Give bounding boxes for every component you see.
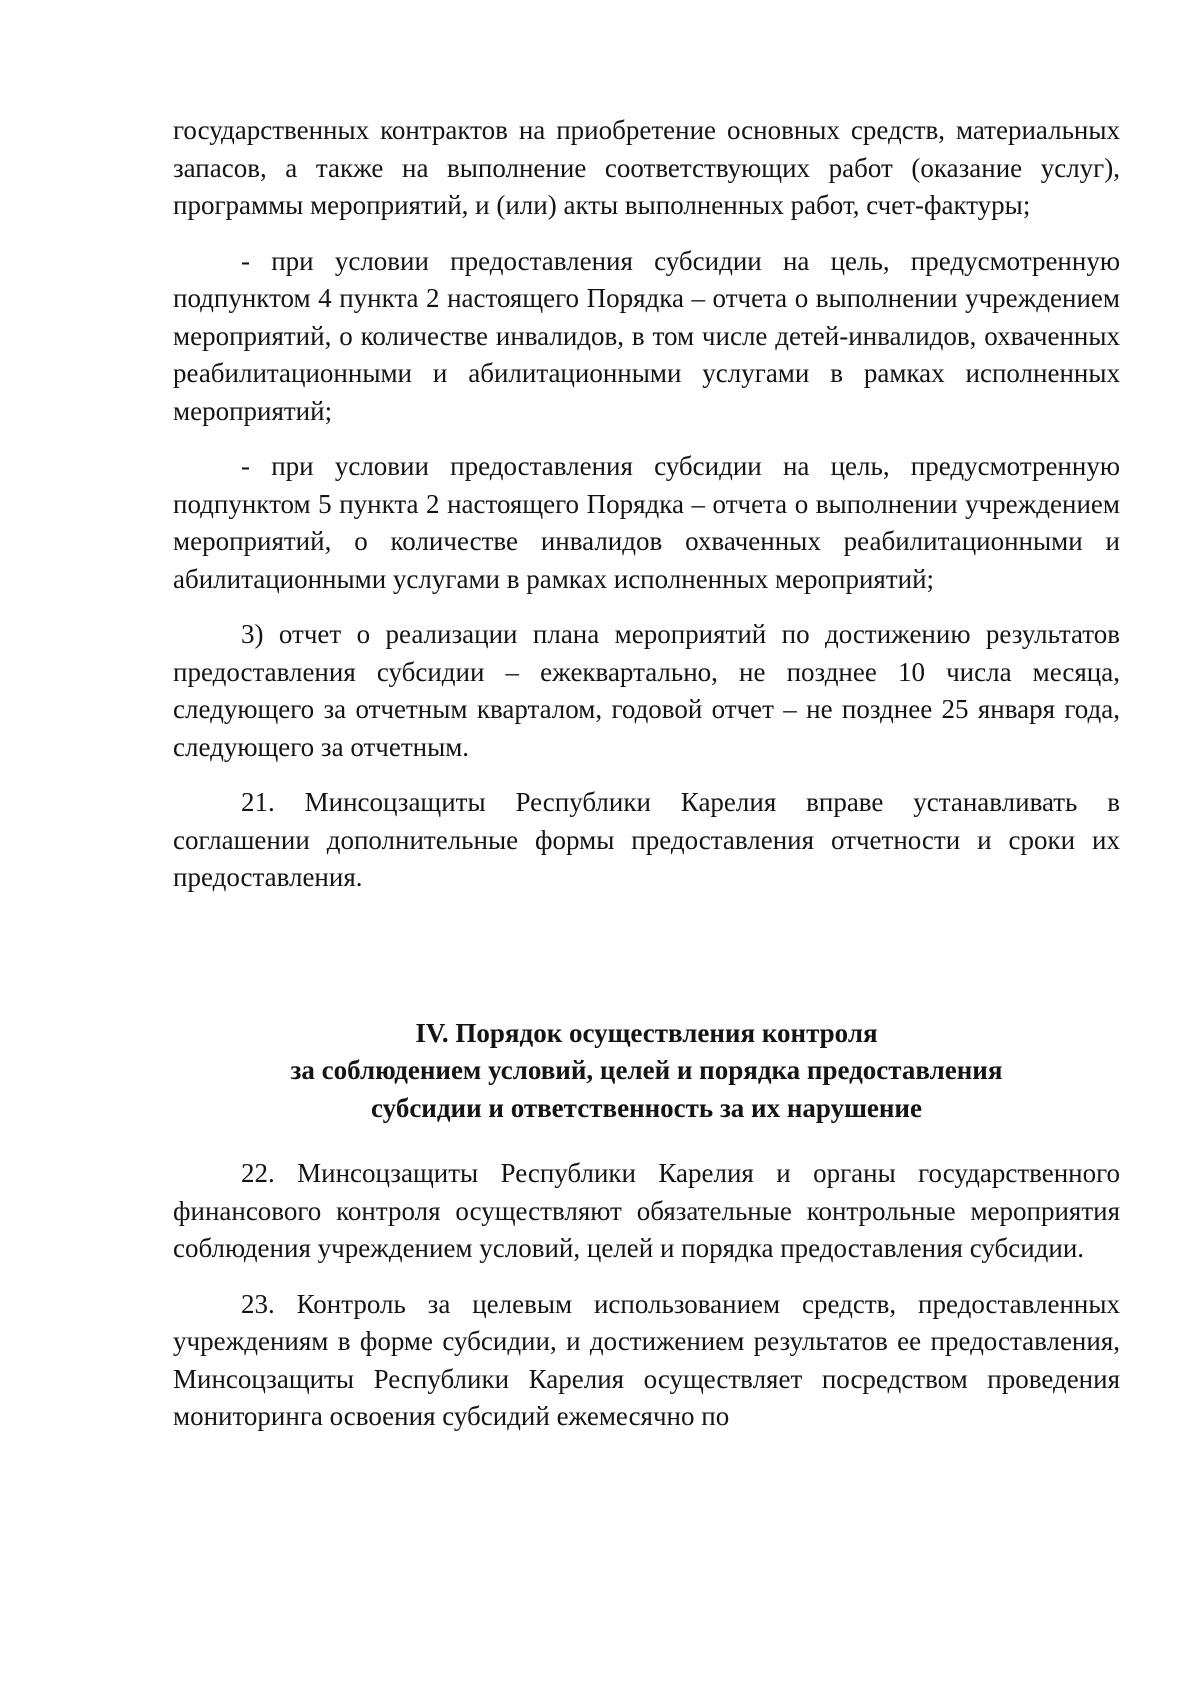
paragraph-subsidy-subpoint-4: - при условии предоставления субсидии на цель, предусмотренную подпунктом 4 пункта 2 настоящего Порядка – отчета о выполнении учреждением мероприятий, о количестве инвалидов, в том числе детей-инвалидов, охваченных реабилитационными и абилитационными услугами в рамках исполненных мероприятий; xyxy=(173,245,1120,426)
section-heading-iv xyxy=(173,1015,1120,1128)
section-heading-line-1: IV. Порядок осуществления контроля xyxy=(415,1017,878,1048)
paragraph-item-21: 21. Минсоцзащиты Республики Карелия вправе устанавливать в соглашении дополнительные формы предоставления отчетности и сроки их предоставления. xyxy=(173,787,1120,892)
section-heading-line-2: за соблюдением условий, целей и порядка предоставления xyxy=(290,1055,1003,1085)
paragraph-item-23: 23. Контроль за целевым использованием средств, предоставленных учреждениям в форме субсидии, и достижением результатов ее предоставления, Минсоцзащиты Республики Карелия осуществляет посредством проведения мониторинга освоения субсидий ежемесячно по xyxy=(173,1288,1120,1431)
paragraph-contracts-continuation: государственных контрактов на приобретение основных средств, материальных запасов, а также на выполнение соответствующих работ (оказание услуг), программы мероприятий, и (или) акты выполненных работ, счет-фактуры; xyxy=(173,115,1120,220)
paragraph-item-22: 22. Минсоцзащиты Республики Карелия и органы государственного финансового контроля осуществляют обязательные контрольные мероприятия соблюдения учреждением условий, целей и порядка предоставления субсидии. xyxy=(173,1158,1120,1263)
paragraph-item-3-report: 3) отчет о реализации плана мероприятий по достижению результатов предоставления субсидии – ежеквартально, не позднее 10 числа месяца, следующего за отчетным кварталом, годовой отчет – не позднее 25 января года, следующего за отчетным. xyxy=(173,619,1120,762)
document-page xyxy=(173,112,1120,1454)
section-heading-line-3: субсидии и ответственность за их нарушение xyxy=(371,1092,922,1123)
paragraph-subsidy-subpoint-5: - при условии предоставления субсидии на цель, предусмотренную подпунктом 5 пункта 2 настоящего Порядка – отчета о выполнении учреждением мероприятий, о количестве инвалидов охваченных реабилитационными и абилитационными услугами в рамках исполненных мероприятий; xyxy=(173,451,1120,594)
